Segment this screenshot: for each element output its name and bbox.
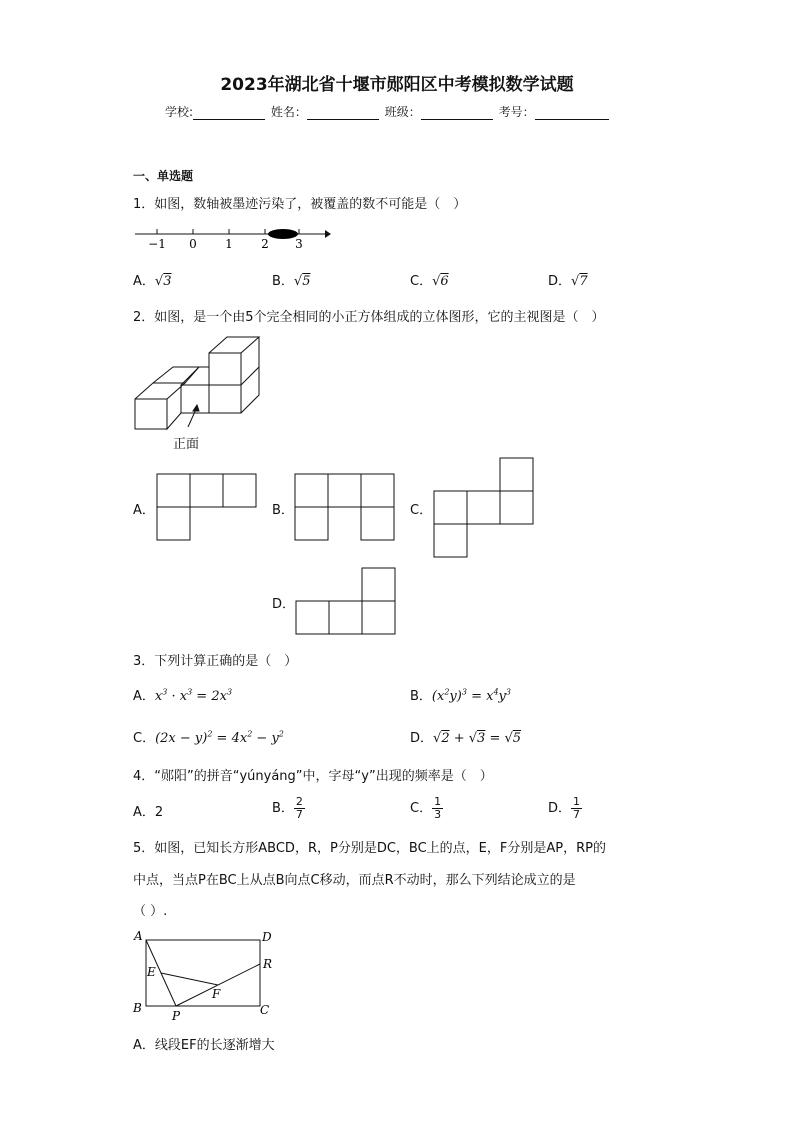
page-title: 2023年湖北省十堰市郧阳区中考模拟数学试题 [220, 75, 574, 95]
class-blank[interactable] [421, 105, 493, 120]
tick-label: 3 [295, 237, 303, 251]
school-blank[interactable] [193, 105, 265, 120]
question-5-line1: 5．如图，已知长方形ABCD，R，P分别是DC，BC上的点，E，F分别是AP，RP的 [133, 841, 606, 856]
q2-option-c-label[interactable]: C． [410, 503, 433, 518]
q3-option-d[interactable]: D．√2 + √3 = √5 [410, 731, 522, 746]
front-label: 正面 [173, 437, 200, 452]
tick-label: −1 [148, 237, 166, 251]
class-label: 班级： [384, 105, 421, 119]
number-label: 考号： [498, 105, 535, 119]
school-label: 学校: [165, 105, 194, 119]
point-label-f: F [212, 987, 221, 1001]
question-3-text: 3．下列计算正确的是（ ） [133, 654, 298, 669]
q2-option-d-figure[interactable] [296, 568, 396, 634]
point-label-e: E [147, 965, 156, 979]
section-heading: 一、单选题 [133, 169, 194, 183]
q3-option-a[interactable]: A．$x^3 \cdot x^3 = 2x^3$ [133, 687, 233, 704]
name-label: 姓名： [270, 105, 307, 119]
q1-option-d[interactable]: D．√7 [548, 274, 588, 289]
point-label-r: R [263, 957, 273, 971]
question-1-text: 1．如图，数轴被墨迹污染了，被覆盖的数不可能是（ ） [133, 197, 467, 212]
point-label-a: A [134, 929, 143, 943]
q4-option-d[interactable]: D． $\frac{1}{7}$ [548, 795, 581, 821]
q2-option-b-label[interactable]: B． [272, 503, 294, 518]
name-blank[interactable] [307, 105, 379, 120]
q4-option-b[interactable]: B． $\frac{2}{7}$ [272, 795, 303, 821]
question-5-line3: （ ）. [133, 904, 168, 919]
ink-blot [268, 229, 298, 239]
tick-label: 2 [261, 237, 269, 251]
q1-option-a[interactable]: A．√3 [133, 274, 172, 289]
q1-option-c[interactable]: C．√6 [410, 274, 449, 289]
student-info-row [165, 103, 611, 120]
q2-option-a-label[interactable]: A． [133, 503, 155, 518]
q2-option-d-label[interactable]: D． [272, 597, 296, 612]
q2-option-a-figure[interactable] [157, 474, 257, 540]
q4-option-a[interactable]: A．2 [133, 805, 164, 820]
q1-option-b[interactable]: B．√5 [272, 274, 311, 289]
q3-option-b[interactable]: B．$(x^2y)^3 = x^4y^3$ [410, 687, 511, 704]
rectangle-geometry-figure [130, 928, 280, 1023]
q2-option-c-figure[interactable] [434, 458, 534, 558]
q3-option-c[interactable]: C．$(2x - y)^2 = 4x^2 - y^2$ [133, 729, 284, 746]
point-label-p: P [172, 1009, 181, 1023]
tick-label: 0 [189, 237, 197, 251]
number-line-figure [133, 222, 333, 252]
question-2-text: 2．如图，是一个由5个完全相同的小正方体组成的立体图形，它的主视图是（ ） [133, 310, 605, 325]
number-blank[interactable] [535, 105, 609, 120]
point-label-c: C [260, 1003, 270, 1017]
tick-label: 1 [225, 237, 233, 251]
q5-option-a[interactable]: A．线段EF的长逐渐增大 [133, 1038, 275, 1053]
point-label-b: B [133, 1001, 142, 1015]
question-5-line2: 中点，当点P在BC上从点B向点C移动，而点R不动时，那么下列结论成立的是 [133, 873, 576, 888]
point-label-d: D [262, 930, 272, 944]
q2-option-b-figure[interactable] [295, 474, 395, 540]
q4-option-c[interactable]: C． $\frac{1}{3}$ [410, 795, 442, 821]
question-4-text: 4．“郧阳”的拼音“yúnyáng”中，字母“y”出现的频率是（ ） [133, 769, 493, 784]
